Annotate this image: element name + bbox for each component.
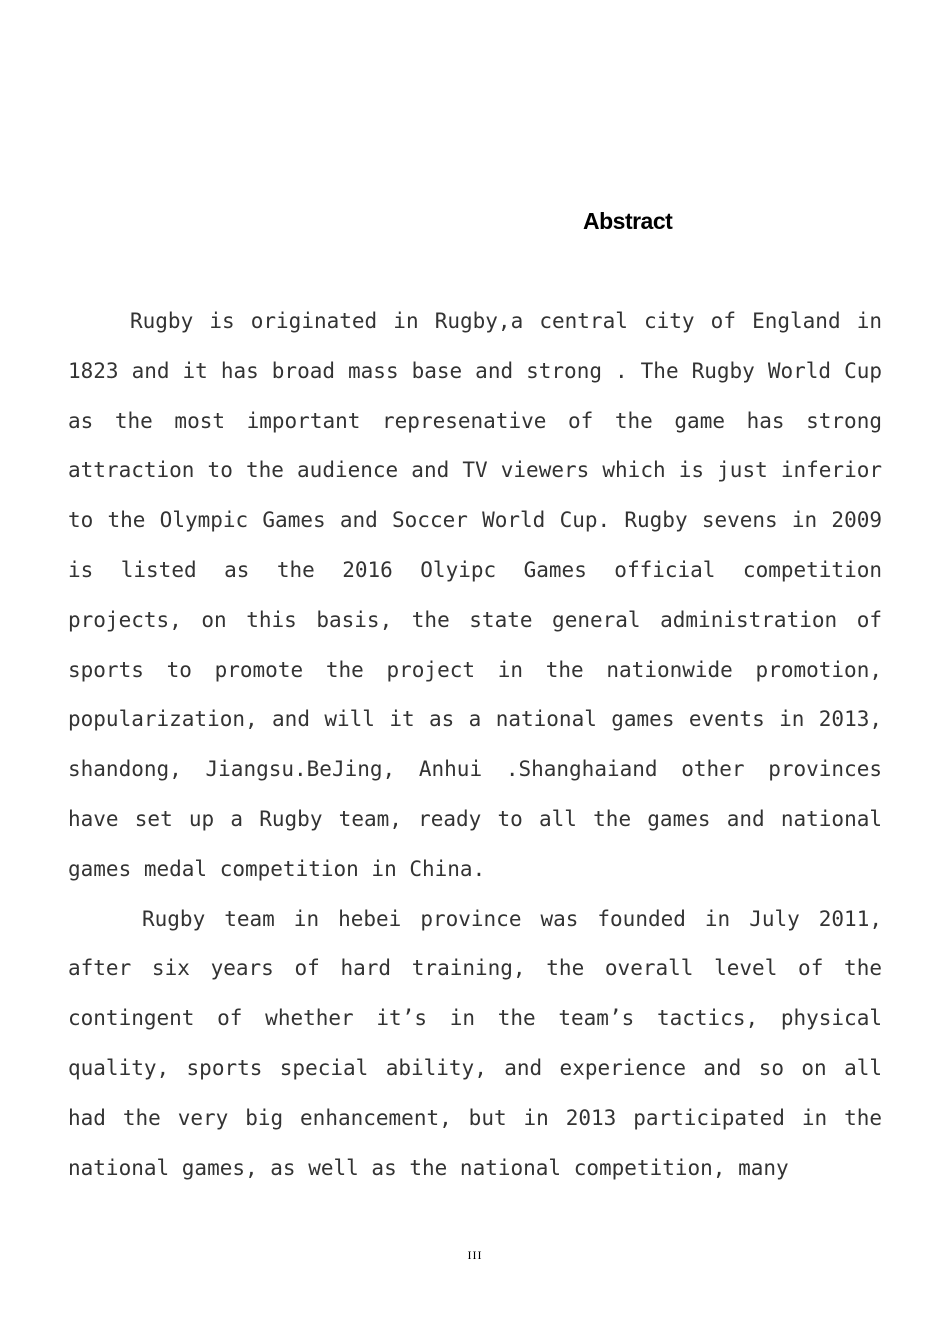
abstract-paragraph-1: Rugby is originated in Rugby,a central city of England in 1823 and it has broad mass base and strong . The Rugby World Cup as the most important represenative of the game has strong attraction to the audience and TV viewers which is just inferior to the Olympic Games and Soccer World Cup. Rugby sevens in 2009 is listed as the 2016 Olyipc Games official competition projects, on this basis, the state general administration of sports to promote the project in the nationwide promotion, popularization, and will it as a national games events in 2013, shandong, Jiangsu.BeJing, Anhui .Shanghaiand other provinces have set up a Rugby team, ready to all the games and national games medal competition in China. bbox=[68, 309, 882, 881]
abstract-title: Abstract bbox=[583, 208, 673, 234]
abstract-paragraph-2: Rugby team in hebei province was founded in July 2011, after six years of hard training, the overall level of the contingent of whether it’s in the team’s tactics, physical quality, sports special ability, and experience and so on all had the very big enhancement, but in 2013 participated in the national games, as well as the national competition, many bbox=[68, 906, 882, 1180]
page-number: III bbox=[467, 1248, 483, 1262]
abstract-body bbox=[68, 297, 882, 1193]
